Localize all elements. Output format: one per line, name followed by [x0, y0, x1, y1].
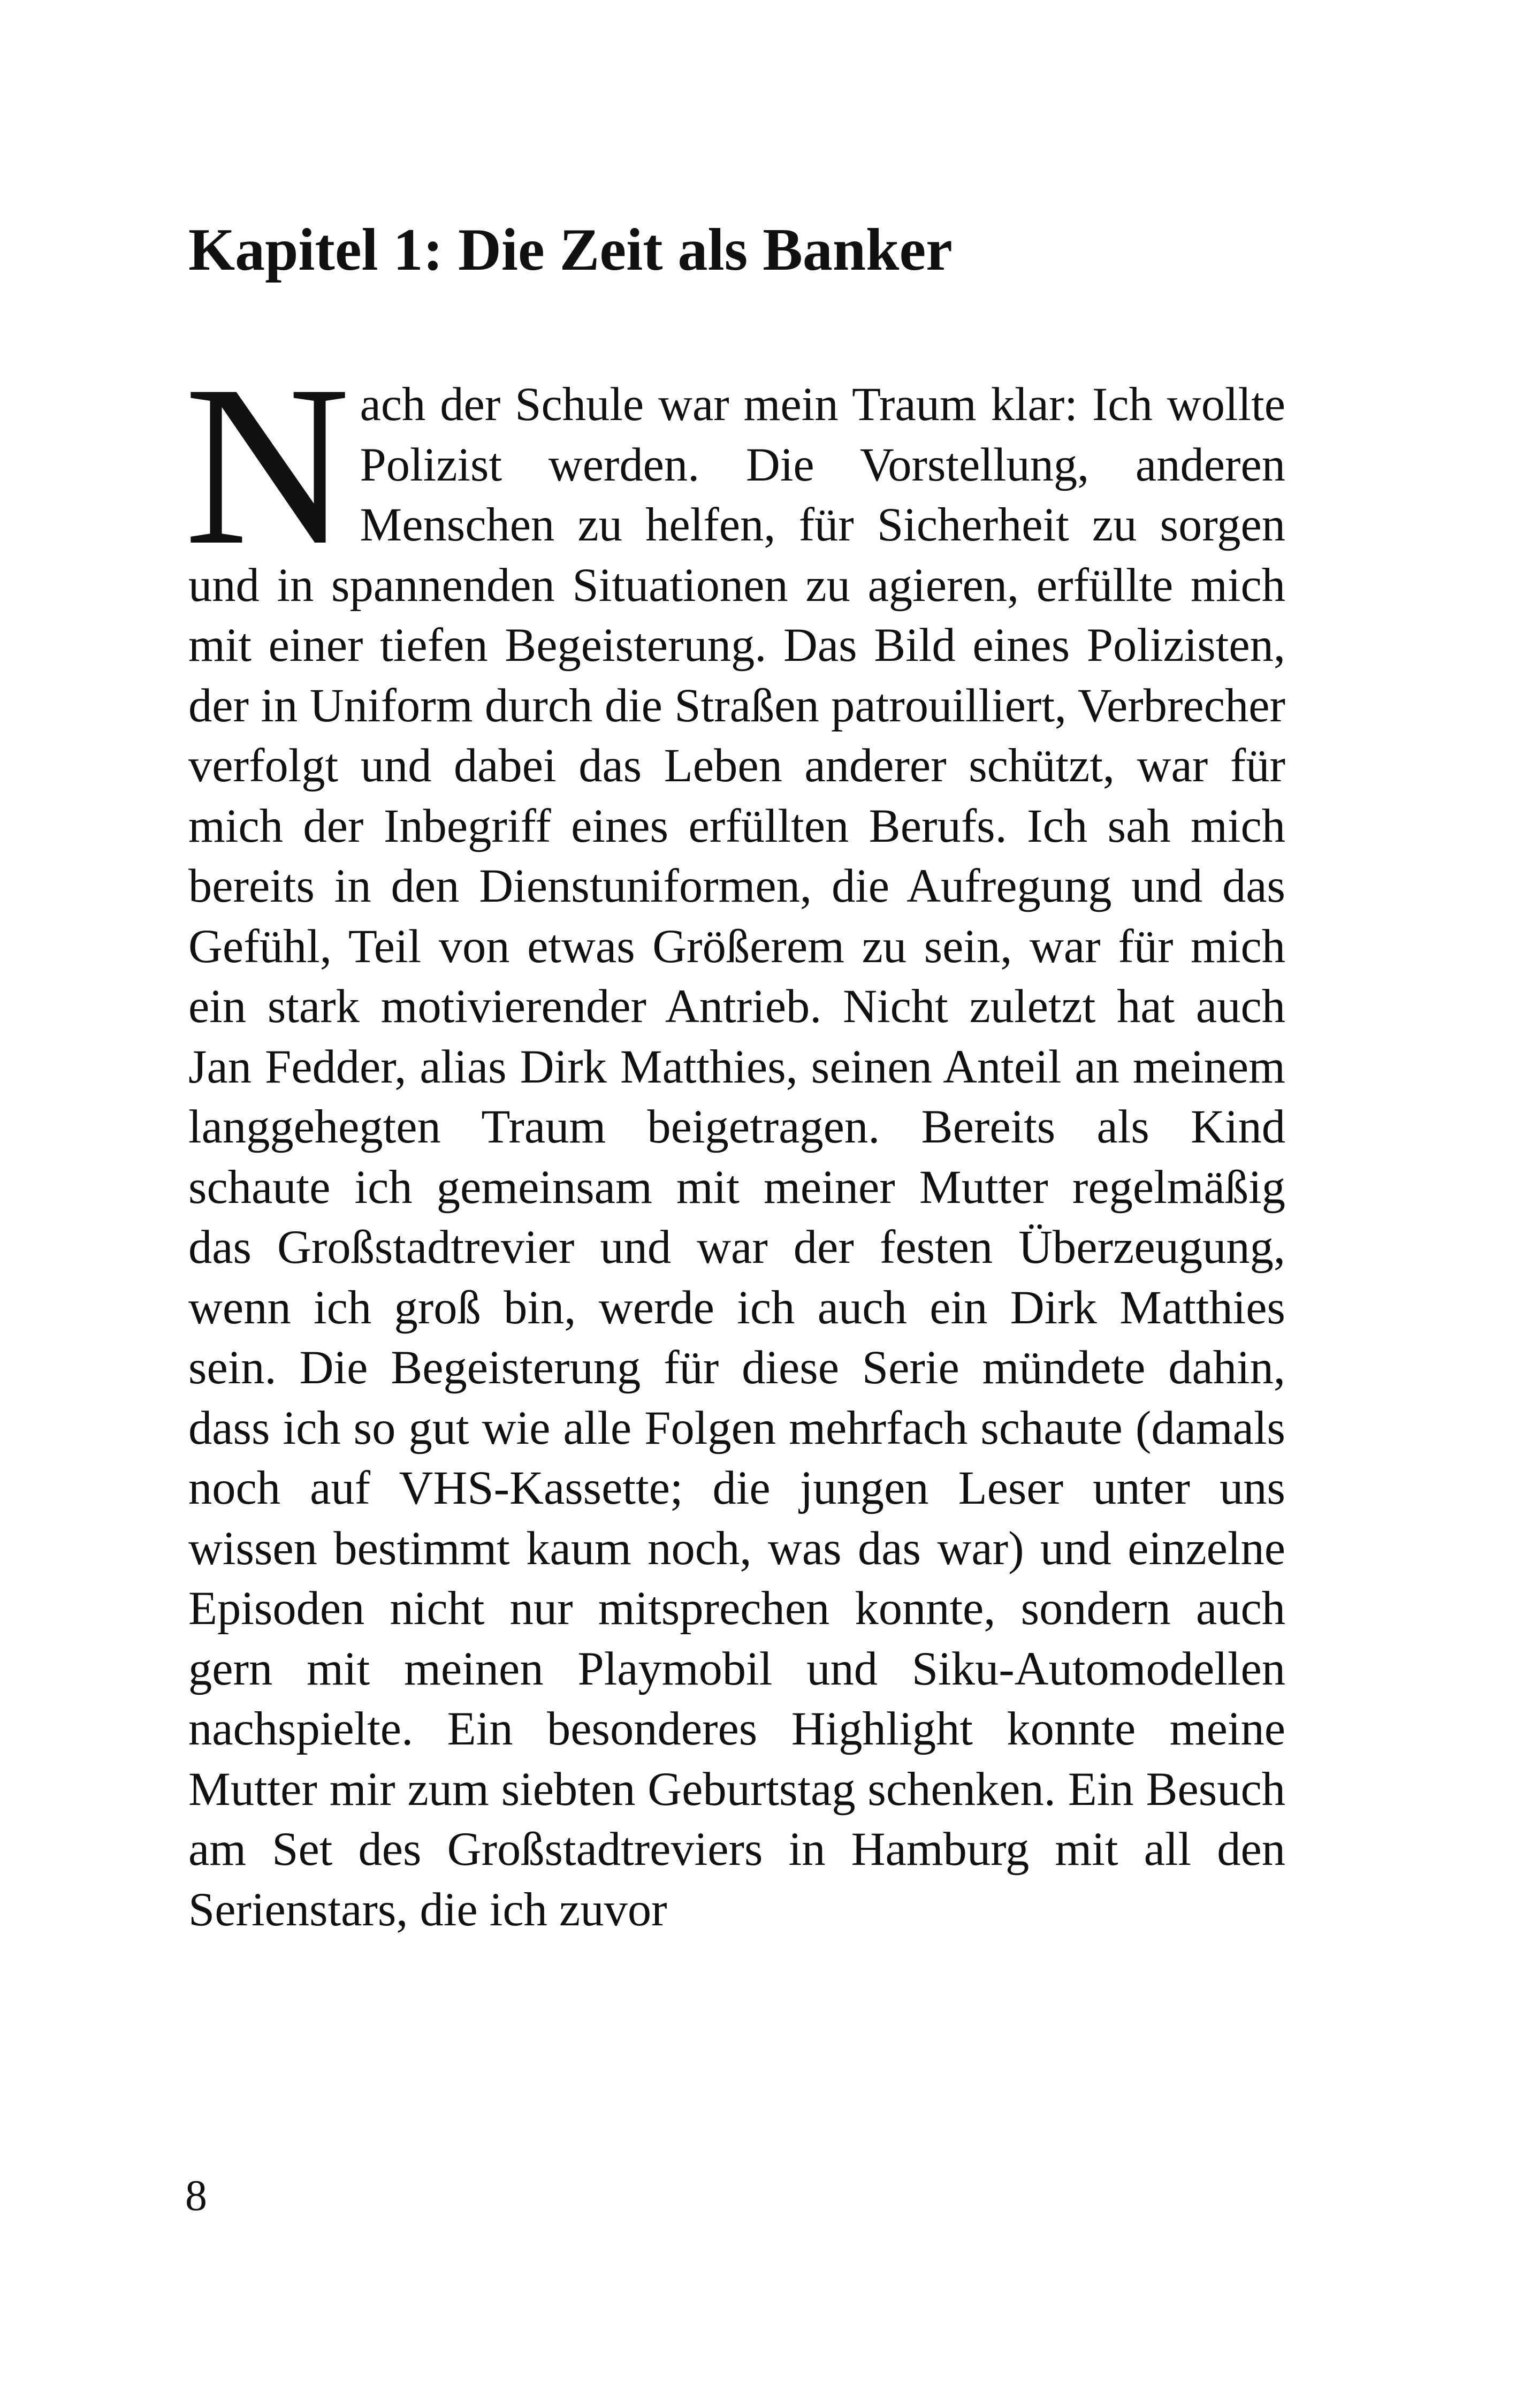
chapter-title: Kapitel 1: Die Zeit als Banker [188, 217, 953, 283]
drop-cap-initial: N [184, 338, 351, 593]
body-paragraph [184, 338, 1285, 1940]
body-text: ach der Schule war mein Traum klar: Ich wollte Polizist werden. Die Vorstellung, anderen Menschen zu helfen, für Sicherheit zu sorgen und in spannenden Situationen zu agieren, erfüllte mich mit einer tiefen Begeisterung. Das Bild eines Polizisten, der in Uniform durch die Straßen patrouilliert, Verbrecher verfolgt und dabei das Leben anderer schützt, war für mich der Inbegriff eines erfüllten Berufs. Ich sah mich bereits in den Dienstuniformen, die Aufregung und das Gefühl, Teil von etwas Größerem zu sein, war für mich ein stark motivierender Antrieb. Nicht zuletzt hat auch Jan Fedder, alias Dirk Matthies, seinen Anteil an meinem langgehegten Traum beigetragen. Bereits als Kind schaute ich gemeinsam mit meiner Mutter regelmäßig das Großstadtrevier und war der festen Überzeugung, wenn ich groß bin, werde ich auch ein Dirk Matthies sein. Die Begeisterung für diese Serie mündete dahin, dass ich so gut wie alle Folgen mehrfach schaute (damals noch auf VHS-Kassette; die jungen Leser unter uns wissen bestimmt kaum noch, was das war) und einzelne Episoden nicht nur mitsprechen konnte, sondern auch gern mit meinen Playmobil und Siku-Automodellen nachspielte. Ein besonderes Highlight konnte meine Mutter mir zum siebten Geburtstag schenken. Ein Besuch am Set des Großstadtreviers in Hamburg mit all den Serienstars, die ich zuvor [188, 378, 1285, 1936]
page-number: 8 [185, 2171, 207, 2220]
